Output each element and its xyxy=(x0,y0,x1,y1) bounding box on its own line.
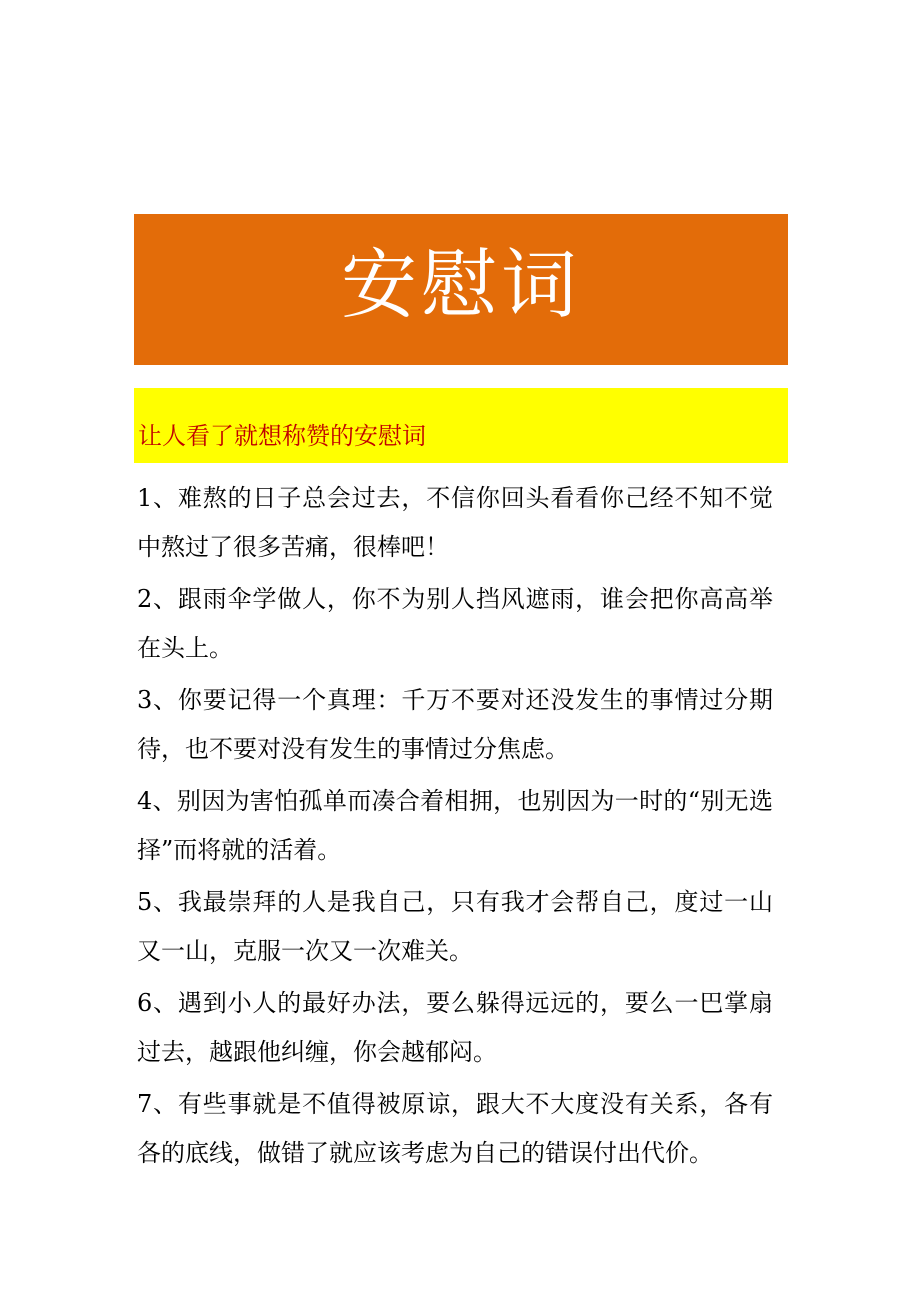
list-item-5: 5、我最崇拜的人是我自己，只有我才会帮自己，度过一山又一山，克服一次又一次难关。 xyxy=(137,888,773,965)
page-title: 安慰词 xyxy=(341,239,581,329)
subtitle-highlight xyxy=(134,388,788,463)
list-item-1: 1、难熬的日子总会过去，不信你回头看看你己经不知不觉中熬过了很多苦痛，很棒吧！ xyxy=(137,484,773,561)
list-item-3: 3、你要记得一个真理：千万不要对还没发生的事情过分期待，也不要对没有发生的事情过分焦虑。 xyxy=(137,686,773,763)
title-banner xyxy=(134,214,788,365)
content-list xyxy=(137,474,773,1181)
list-item-4: 4、别因为害怕孤单而凑合着相拥，也别因为一时的“别无选择”而将就的活着。 xyxy=(137,787,773,864)
section-subtitle: 让人看了就想称赞的安慰词 xyxy=(138,422,426,450)
list-item-6: 6、遇到小人的最好办法，要么躲得远远的，要么一巴掌扇过去，越跟他纠缠，你会越郁闷。 xyxy=(137,989,773,1066)
list-item-7: 7、有些事就是不值得被原谅，跟大不大度没有关系，各有各的底线，做错了就应该考虑为自己的错误付出代价。 xyxy=(137,1090,773,1167)
list-item-2: 2、跟雨伞学做人，你不为别人挡风遮雨，谁会把你高高举在头上。 xyxy=(137,585,773,662)
